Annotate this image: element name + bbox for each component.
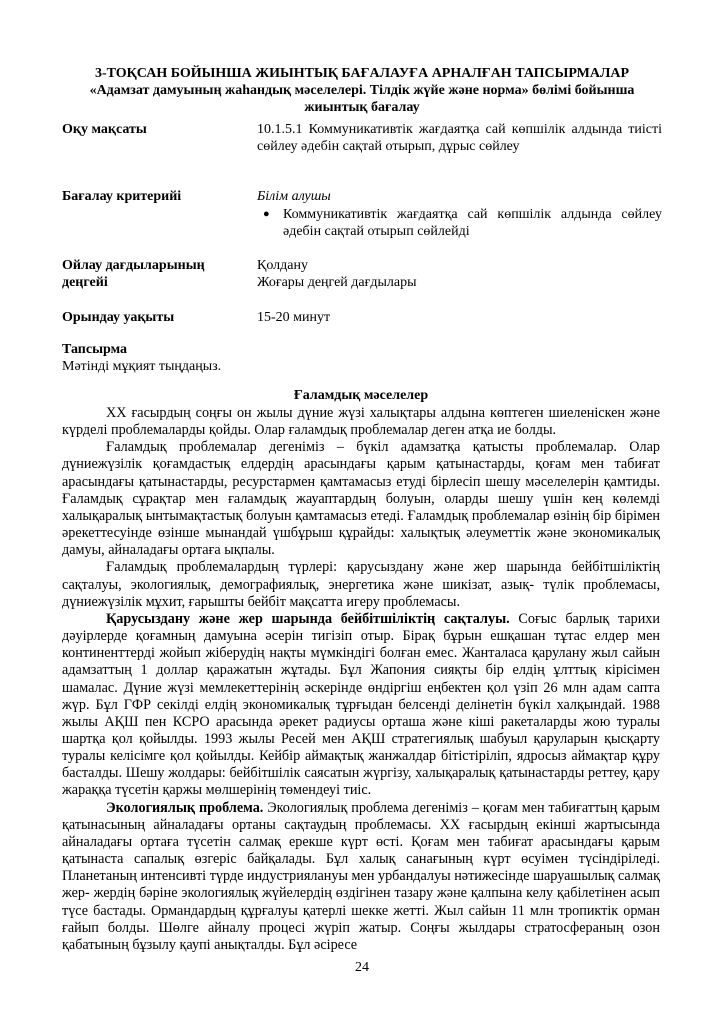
thinking-skills-label-line2: деңгейі	[62, 275, 108, 290]
thinking-skills-value-line2: Жоғары деңгей дағдылары	[257, 275, 417, 290]
time-value: 15-20 минут	[257, 310, 331, 325]
article-title: Ғаламдық мәселелер	[293, 388, 429, 403]
paragraph-intro: XX ғасырдың соңғы он жылы дүние жүзі халықтары алдына көптеген шиеленіскен және күрделі проблемаларды қойды. Олар ғаламдық проблемалар деген атқа ие болды.	[62, 405, 660, 439]
criteria-bullet-text: Коммуникативтік жағдаятқа сай көпшілік алдында сөйлеу әдебін сақтай отырып сөйлейді	[283, 207, 662, 239]
bullet-icon: ●	[263, 208, 270, 220]
section-heading-continued: жиынтық бағалау	[304, 100, 420, 115]
page-number: 24	[355, 960, 369, 975]
criteria-label: Бағалау критерийі	[62, 189, 182, 204]
criteria-bullet-item	[263, 206, 662, 240]
task-text: Мәтінді мұқият тыңдаңыз.	[62, 359, 222, 374]
paragraph-types: Ғаламдық проблемалардың түрлері: қарусыздану және жер шарында бейбітшіліктің сақталуы, экологиялық, демографиялық, энергетика және шикізат, азық- түлік проблемасы, дүниежүзілік мұхит, ғарышты бейбіт мақсатта игеру проблемасы.	[62, 559, 660, 610]
thinking-skills-label-line1: Ойлау дағдыларының	[62, 258, 205, 273]
thinking-skills-label	[62, 257, 205, 291]
article-body	[62, 405, 660, 954]
thinking-skills-value-line1: Қолдану	[257, 258, 308, 273]
paragraph-definition: Ғаламдық проблемалар дегеніміз – бүкіл адамзатқа қатысты проблемалар. Олар дүниежүзілік қоғамдастық елдердің арасындағы қарым қатынастарды, қоғам мен табиғат арасындағы қатынастарды, ресурстармен қамтамасыз етуді бірлесіп шешу мәселелерін қамтиды. Ғаламдық сұрақтар мен ғаламдық жауаптардың болуын, оларды шешу үшін кең көлемді халықаралық ынтымақтастық болуын қамтамасыз етеді. Ғаламдық проблемалар өзінің бір бірімен әрекеттесуінде өзінше мынандай үшбұрыш құрайды: халықтық әлеуметтік және экономикалық дамуы, айналадағы ортаға ықпалы.	[62, 439, 660, 559]
disarmament-heading: Қарусыздану және жер шарында бейбітшіліктің сақталуы.	[106, 610, 510, 627]
objective-value: 10.1.5.1 Коммуникативтік жағдаятқа сай көпшілік алдында тиісті сөйлеу әдебін сақтай отырып, дұрыс сөйлеу	[257, 122, 662, 154]
paragraph-disarmament	[62, 611, 660, 800]
disarmament-text: Соғыс барлық тарихи дәуірлерде қоғамның дамуына әсерін тигізіп отыр. Бірақ бұрын ешқашан тұтас елдер мен континенттерді жойып жіберудің нақты мүмкіндігі болған емес. Жанталаса қарулану жыл сайын адамзаттың 1 доллар қаражатын жұтады. Бұл Жапония сияқты бір елдің ұлттық кірісімен шамалас. Дүние жүзі мемлекеттерінің әскерінде өндіргіш еңбектен қол үзіп 26 млн адам сапта жүр. Бұл ГФР секілді елдің экономикалық тұрғыдан белсенді делінетін бүкіл халқындай. 1988 жылы АҚШ пен КСРО арасында әрекет радиусы орташа және кіші ракеталарды жою туралы шартқа қол қойылды. 1993 жылы Ресей мен АҚШ стратегиялық шабуыл қаруларын қысқарту туралы келісімге қол қойылды. Кейбір аймақтық жанжалдар бітістіріліп, ядросыз аймақтар құру басталды. Шешу жолдары: бейбітшілік саясатын жүргізу, халықаралық қатынастарды реттеу, қару жараққа түсетін қаржы мөлшерінің төмендеуі тиіс.	[62, 610, 660, 799]
paragraph-ecology	[62, 800, 660, 954]
criteria-intro: Білім алушы	[257, 189, 331, 204]
objective-label: Оқу мақсаты	[62, 122, 147, 137]
task-label: Тапсырма	[62, 342, 128, 357]
time-label: Орындау уақыты	[62, 310, 175, 325]
ecology-text: Экологиялық проблема дегеніміз – қоғам мен табиғаттың қарым қатынасының айналадағы ортаны сақтаудың проблемасы. XX ғасырдың екінші жартысында айналадағы ортаға түсетін салмақ ерекше күрт өсті. Қоғам мен табиғат арасындағы қарым қатынаста сапалық өзгеріс байқалады. Бұл халық санағының күрт өсуімен түсіндіріледі. Планетаның интенсивті түрде индустриялануы мен урбандалуы нәтижесінде шаруашылық салмақ жер- жердің бәріне экологиялық жүйелердің өздігінен тазару және қалпына келу қабілетінен асып түсе бастады. Ормандардың құрғалуы қатерлі шекке жетті. Жыл сайын 11 млн тропиктік орман ғайып болды. Шөлге айналу процесі жүріп жатыр. Соңғы жылдары стратосфераның озон қабатының бұзылу қаупі анықталды. Бұл әсіресе	[62, 799, 661, 953]
section-heading: «Адамзат дамуының жаһандық мәселелері. Тілдік жүйе және норма» бөлімі бойынша	[89, 83, 635, 98]
document-heading: 3-ТОҚСАН БОЙЫНША ЖИЫНТЫҚ БАҒАЛАУҒА АРНАЛҒАН ТАПСЫРМАЛАР	[94, 66, 630, 81]
thinking-skills-value	[257, 257, 662, 291]
ecology-heading: Экологиялық проблема.	[106, 799, 264, 816]
